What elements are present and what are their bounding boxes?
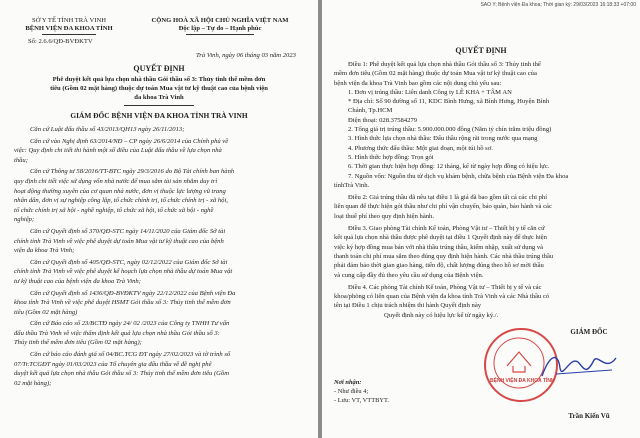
legal-line: Căn cứ báo cáo đánh giá số 04/BC.TCG ĐT ngày 27/02/2023 và tờ trình số <box>30 351 231 359</box>
signer-name: Trần Kiến Vũ <box>568 412 610 420</box>
recipient-item: - Như điều 4; <box>334 388 369 395</box>
legal-line: Căn cứ Quyết định số 405/QĐ-STC, ngày 02/12/2022 của Giám đốc Sở tài <box>30 258 228 266</box>
article-line: liên quan để thực hiện gói thầu như chi phí vận chuyển, bảo quản, bảo hành và các <box>334 203 552 211</box>
legal-line: chính tỉnh Trà Vinh về việc phê duyệt dự toán Mua vật tư kỹ thuật cao của bệnh <box>14 237 224 245</box>
article-line: tên tại Điều 1 chịu trách nhiệm thi hành Quyết định này <box>334 302 482 310</box>
decision-page-right <box>322 0 640 438</box>
award-item: tỉnhTrà Vinh. <box>334 181 370 189</box>
award-item: 2. Tổng giá trị trúng thầu: 5.900.000.000 đồng (Năm tỷ chín trăm triệu đồng) <box>348 126 552 134</box>
country-name: CỘNG HOÀ XÃ HỘI CHỦ NGHĨA VIỆT NAM <box>151 17 289 24</box>
legal-line: tư kỹ thuật cao của bệnh viện đa khoa Trà Vinh; <box>14 277 141 285</box>
award-item: Điện thoại: 028.37584279 <box>348 116 418 124</box>
award-item: 6. Thời gian thực hiện hợp đồng: 12 tháng, kể từ ngày hợp đồng có hiệu lực. <box>348 163 550 171</box>
legal-line: hoạt động thường xuyên của cơ quan nhà nước, đơn vị thuộc lực lượng vũ trang <box>14 187 226 195</box>
legal-line: nhân dân, đơn vị sự nghiệp công lập, tổ chức chính trị, tổ chức chính trị - xã hội, <box>14 197 228 205</box>
legal-line: Căn cứ vào Nghị định 63/2014/NĐ – CP ngày 26/6/2014 của Chính phủ về <box>30 137 229 145</box>
recipients-title: Nơi nhận: <box>334 379 362 386</box>
legal-line: 02 mặt hàng); <box>14 379 52 387</box>
article-line: mềm đơn tiêu (Gồm 02 mặt hàng) thuộc dự toán Mua vật tư kỹ thuật cao của <box>334 70 537 78</box>
recipient-item: - Lưu: VT, VTTBYT. <box>334 397 389 404</box>
article-1 <box>334 60 634 88</box>
award-details <box>334 88 634 190</box>
legal-basis <box>14 289 308 318</box>
article-line: loại thuế phí theo quy định hiện hành. <box>334 212 434 220</box>
legal-basis <box>14 227 308 256</box>
legal-line: duyệt kết quả lựa chọn nhà thầu Gói thầu số 3: Thủy tinh thể mềm đơn tiêu (Gồm <box>14 370 229 378</box>
article-line: Điều 1: Phê duyệt kết quả lựa chọn nhà thầu Gói thầu số 3: Thủy tinh thể <box>348 61 541 68</box>
article-line: bệnh viện đa khoa Trà Vinh bao gồm các nội dung chủ yếu sau: <box>334 79 502 87</box>
legal-line: Căn cứ Luật đấu thầu số 43/2013/QH13 ngày 26/11/2013; <box>30 126 185 133</box>
article-line: việc ký hợp đồng mua bán với nhà thầu trúng thầu, kiểm nhập, xuất sử dụng và <box>334 243 544 251</box>
legal-line: Căn cứ Thông tư 58/2016/TT-BTC ngày 29/3/2016 do Bộ Tài chính ban hành <box>30 168 235 176</box>
legal-line: 07/Tr.TCGĐT ngày 01/03/2023 của Tổ chuyên gia đấu thầu về đề nghị phê <box>14 360 212 368</box>
article-line: thanh toán chi phí mua sắm theo đúng quy định hiện hành. Các nhà thầu trúng thầu <box>334 252 554 260</box>
article-line: Điều 2: Giá trúng thầu đã nêu tại điều 1 là giá đã bao gồm tất cả các chi phí <box>348 194 548 202</box>
article-3 <box>334 224 634 280</box>
legal-line: tổ chức chính trị xã hội - nghề nghiệp, tổ chức xã hội, tổ chức xã hội - nghề <box>14 206 214 214</box>
legal-line: Căn cứ Quyết định số 1436/QĐ-BVĐKTV ngày 22/12/2022 của Bệnh viện Đa <box>30 289 236 297</box>
article-2 <box>334 193 634 221</box>
article-line: kết quả lựa chọn nhà thầu được phê duyệt tại điều 1 Quyết định này để thực hiện <box>334 234 547 242</box>
legal-line: chính tỉnh Trà Vinh về việc phê duyệt kế hoạch lựa chọn nhà thầu dự toán Mua vật <box>14 268 233 276</box>
legal-line: viện đa khoa Trà Vinh; <box>14 247 75 255</box>
signature-icon <box>536 346 628 386</box>
motto-underline <box>186 34 254 35</box>
legal-basis-block <box>14 125 308 388</box>
subject-line: tiêu (Gồm 02 mặt hàng) thuộc dự toán Mua vật tư kỹ thuật cao của bệnh viện <box>50 85 268 93</box>
article-line: phải đảm bảo thời gian giao hàng, tiến độ, chất lượng đúng theo hồ sơ mời thầu <box>334 262 544 270</box>
subject-line: đa khoa Trà Vinh <box>134 94 184 102</box>
legal-line: nghiệp; <box>14 216 35 224</box>
place-date: Trà Vinh, ngày 06 tháng 03 năm 2023 <box>196 52 296 59</box>
subject-line: Phê duyệt kết quả lựa chọn nhà thầu Gói thầu số 3: Thủy tinh thể mềm đơn <box>52 76 266 83</box>
article-line: Điều 3. Giao phòng Tài chính Kế toán, Phòng Vật tư – Thiết bị y tế căn cứ <box>348 225 545 233</box>
decision-title: QUYẾT ĐỊNH <box>133 64 185 73</box>
signer-role: GIÁM ĐỐC <box>570 328 608 336</box>
legal-line: quy định chi tiết việc sử dụng vốn nhà nước để mua sắm tài sản nhằm duy trì <box>14 177 218 185</box>
copy-signature-banner: SAO Y; Bệnh viện Đa khoa; Thời gian ký: 29/03/2023 16:18:33 +07:00 <box>480 2 636 8</box>
legal-line: việc: Quy định chi tiết thi hành một số điều của Luật đấu thầu về lựa chọn nhà <box>14 147 222 155</box>
agency-name: BỆNH VIỆN ĐA KHOA TỈNH <box>25 25 113 32</box>
legal-line: thầu; <box>14 156 28 164</box>
legal-basis <box>14 137 308 166</box>
agency-underline <box>42 34 96 35</box>
legal-line: tiêu (Gồm 02 mặt hàng) <box>14 308 78 316</box>
award-item: 1. Đơn vị trúng thầu: Liên danh Công ty LÊ KHA + TÂM AN <box>348 88 512 96</box>
legal-basis <box>14 258 308 287</box>
national-motto: Độc lập – Tự do – Hạnh phúc <box>178 25 262 32</box>
legal-basis <box>14 319 308 348</box>
legal-line: Thủy tinh thể mềm đơn tiêu (Gồm 02 mặt hàng); <box>14 339 142 347</box>
award-item: 7. Nguồn vốn: Nguồn thu từ dịch vụ khám bệnh, chữa bệnh của Bệnh viện Đa khoa <box>348 172 569 180</box>
article-line: Quyết định này có hiệu lực kể từ ngày ký./. <box>384 311 499 319</box>
legal-line: Căn cứ Báo cáo số 23/BCTĐ ngày 24/ 02 /2023 của Công ty TNHH Tư vấn <box>30 320 230 328</box>
legal-line: đấu thầu Trà Vinh về việc thẩm định kết quả lựa chọn nhà thầu Gói thầu số 3: <box>14 329 220 337</box>
decision-number: Số: 2.6.6/QĐ-BVĐKTV <box>28 38 93 45</box>
article-line: khoa/phòng có liên quan của Bệnh viện đa khoa tỉnh Trà Vinh và các Nhà thầu có <box>334 293 550 301</box>
agency-parent: SỞ Y TẾ TỈNH TRÀ VINH <box>32 17 106 24</box>
award-item: Chánh, Tp.HCM <box>348 107 393 115</box>
legal-basis <box>14 350 308 388</box>
legal-basis <box>14 167 308 225</box>
award-item: 5. Hình thức hợp đồng: Trọn gói <box>348 153 434 161</box>
award-item: 3. Hình thức lựa chọn nhà thầu: Đấu thầu rộng rãi trong nước qua mạng <box>348 135 538 143</box>
decision-title-right: QUYẾT ĐỊNH <box>455 46 507 55</box>
seal-text: BỆNH VIỆN ĐA KHOA TỈNH <box>490 378 555 384</box>
subject-underline <box>124 105 194 106</box>
legal-line: Căn cứ Quyết định số 370/QĐ-STC ngày 14/11/2020 của Giám đốc Sở tài <box>30 227 226 235</box>
article-line: và cung cấp đầy đủ theo yêu cầu sử dụng của Bệnh viện. <box>334 271 484 279</box>
award-item: 4. Phương thức đấu thầu: Một giai đoạn, một túi hồ sơ. <box>348 144 493 152</box>
legal-basis <box>14 125 308 135</box>
decision-body <box>334 60 634 320</box>
award-item: * Địa chỉ: Số 90 đường số 11, KDC Bình Hưng, xã Bình Hưng, Huyện Bình <box>348 98 550 106</box>
legal-line: khoa tỉnh Trà Vinh về việc phê duyệt HSMT Gói thầu số 3: Thủy tinh thể mềm đơn <box>14 299 231 307</box>
article-line: Điều 4. Các phòng Tài chính Kế toán, Phòng Vật tư – Thiết bị y tế và các <box>348 283 542 291</box>
article-4 <box>334 283 634 320</box>
director-heading: GIÁM ĐỐC BỆNH VIỆN ĐA KHOA TỈNH TRÀ VINH <box>70 111 248 120</box>
decision-subject <box>0 75 318 103</box>
decision-page-left <box>0 0 318 438</box>
